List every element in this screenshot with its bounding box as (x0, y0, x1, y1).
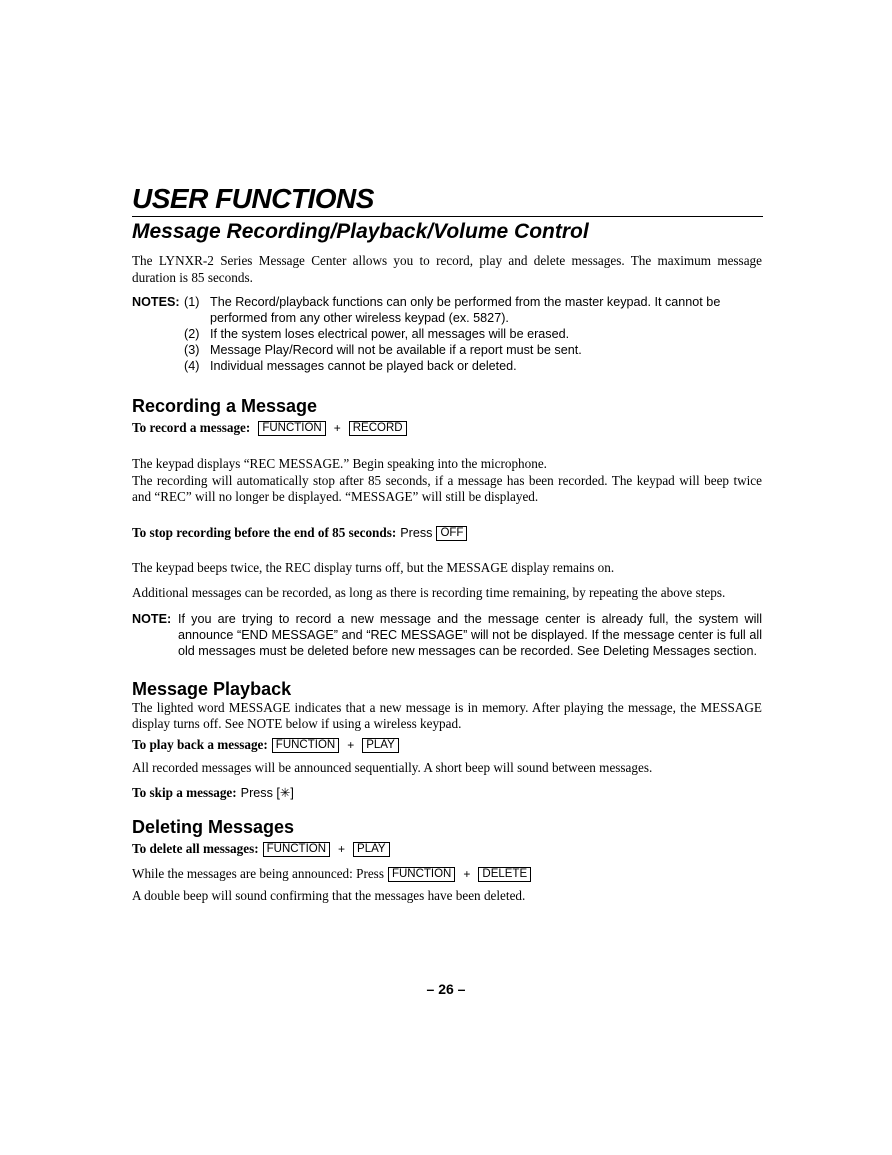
recording-paragraph-4: Additional messages can be recorded, as long as there is recording time remaining, by repeating the above steps. (132, 585, 726, 600)
function-key: FUNCTION (263, 842, 330, 857)
note-item (132, 326, 762, 342)
stop-label: To stop recording before the end of 85 seconds: (132, 524, 397, 540)
note-number: (4) (184, 359, 200, 373)
page-content (132, 183, 762, 905)
playback-paragraph-2: All recorded messages will be announced sequentially. A short beep will sound between messages. (132, 759, 653, 775)
note-number: (1) (184, 295, 200, 309)
intro-paragraph: The LYNXR-2 Series Message Center allows you to record, play and delete messages. The maximum message duration is 85 seconds. (132, 253, 762, 285)
notes-block (132, 294, 762, 374)
page-title: USER FUNCTIONS (132, 183, 374, 214)
play-key: PLAY (362, 738, 399, 753)
while-text: While the messages are being announced: Press (132, 866, 384, 881)
note-item (132, 358, 762, 374)
recording-paragraph-1: The keypad displays “REC MESSAGE.” Begin speaking into the microphone. (132, 456, 547, 471)
note-text: The Record/playback functions can only be performed from the master keypad. It cannot be performed from any other wireless keypad (ex. 5827). (210, 295, 721, 325)
record-instruction (132, 419, 762, 437)
delete-label: To delete all messages: (132, 841, 259, 856)
notes-label: NOTES: (132, 295, 180, 309)
note-item (132, 342, 762, 358)
playback-paragraph-1: The lighted word MESSAGE indicates that a new message is in memory. After playing the message, the MESSAGE display turns off. See NOTE below if using a wireless keypad. (132, 699, 762, 731)
skip-text: Press [✳] (240, 786, 294, 800)
skip-instruction (132, 784, 762, 802)
playback-heading: Message Playback (132, 678, 292, 699)
recording-note (132, 611, 762, 659)
note-text: If you are trying to record a new message and the message center is already full, the system will announce “END MESSAGE” and “REC MESSAGE” will not be displayed. If the message center is full all old messages must be deleted before new messages can be recorded. See Deleting Messages section. (178, 611, 762, 658)
skip-label: To skip a message: (132, 785, 237, 800)
delete-key: DELETE (478, 867, 531, 882)
recording-paragraph-2: The recording will automatically stop after 85 seconds, if a message has been recorded. The keypad will beep twice and “REC” will no longer be displayed. “MESSAGE” will still be displayed. (132, 472, 762, 504)
recording-paragraph-3: The keypad beeps twice, the REC display turns off, but the MESSAGE display remains on. (132, 559, 615, 575)
note-item (132, 294, 762, 326)
deleting-paragraph: A double beep will sound confirming that the messages have been deleted. (132, 888, 526, 903)
note-text: Individual messages cannot be played back or deleted. (210, 359, 517, 373)
plus-sign: + (333, 421, 341, 435)
delete-instruction (132, 840, 762, 858)
press-text: Press (400, 525, 433, 540)
function-key: FUNCTION (388, 867, 455, 882)
record-label: To record a message: (132, 420, 251, 435)
note-number: (2) (184, 327, 200, 341)
while-instruction (132, 865, 762, 883)
stop-instruction (132, 524, 762, 542)
plus-sign: + (338, 842, 346, 856)
note-text: If the system loses electrical power, all messages will be erased. (210, 327, 570, 341)
play-label: To play back a message: (132, 736, 268, 752)
page-number: – 26 – (426, 981, 466, 997)
title-rule (132, 216, 763, 217)
plus-sign: + (463, 867, 471, 881)
record-key: RECORD (349, 421, 407, 436)
play-key: PLAY (353, 842, 390, 857)
section-subtitle: Message Recording/Playback/Volume Control (132, 220, 589, 243)
note-label: NOTE: (132, 611, 172, 626)
plus-sign: + (347, 737, 355, 752)
off-key: OFF (436, 526, 467, 541)
play-instruction (132, 736, 762, 754)
note-text: Message Play/Record will not be available if a report must be sent. (210, 343, 582, 357)
deleting-heading: Deleting Messages (132, 817, 295, 837)
note-number: (3) (184, 343, 200, 357)
recording-heading: Recording a Message (132, 396, 318, 416)
function-key: FUNCTION (258, 421, 325, 436)
function-key: FUNCTION (272, 738, 339, 753)
